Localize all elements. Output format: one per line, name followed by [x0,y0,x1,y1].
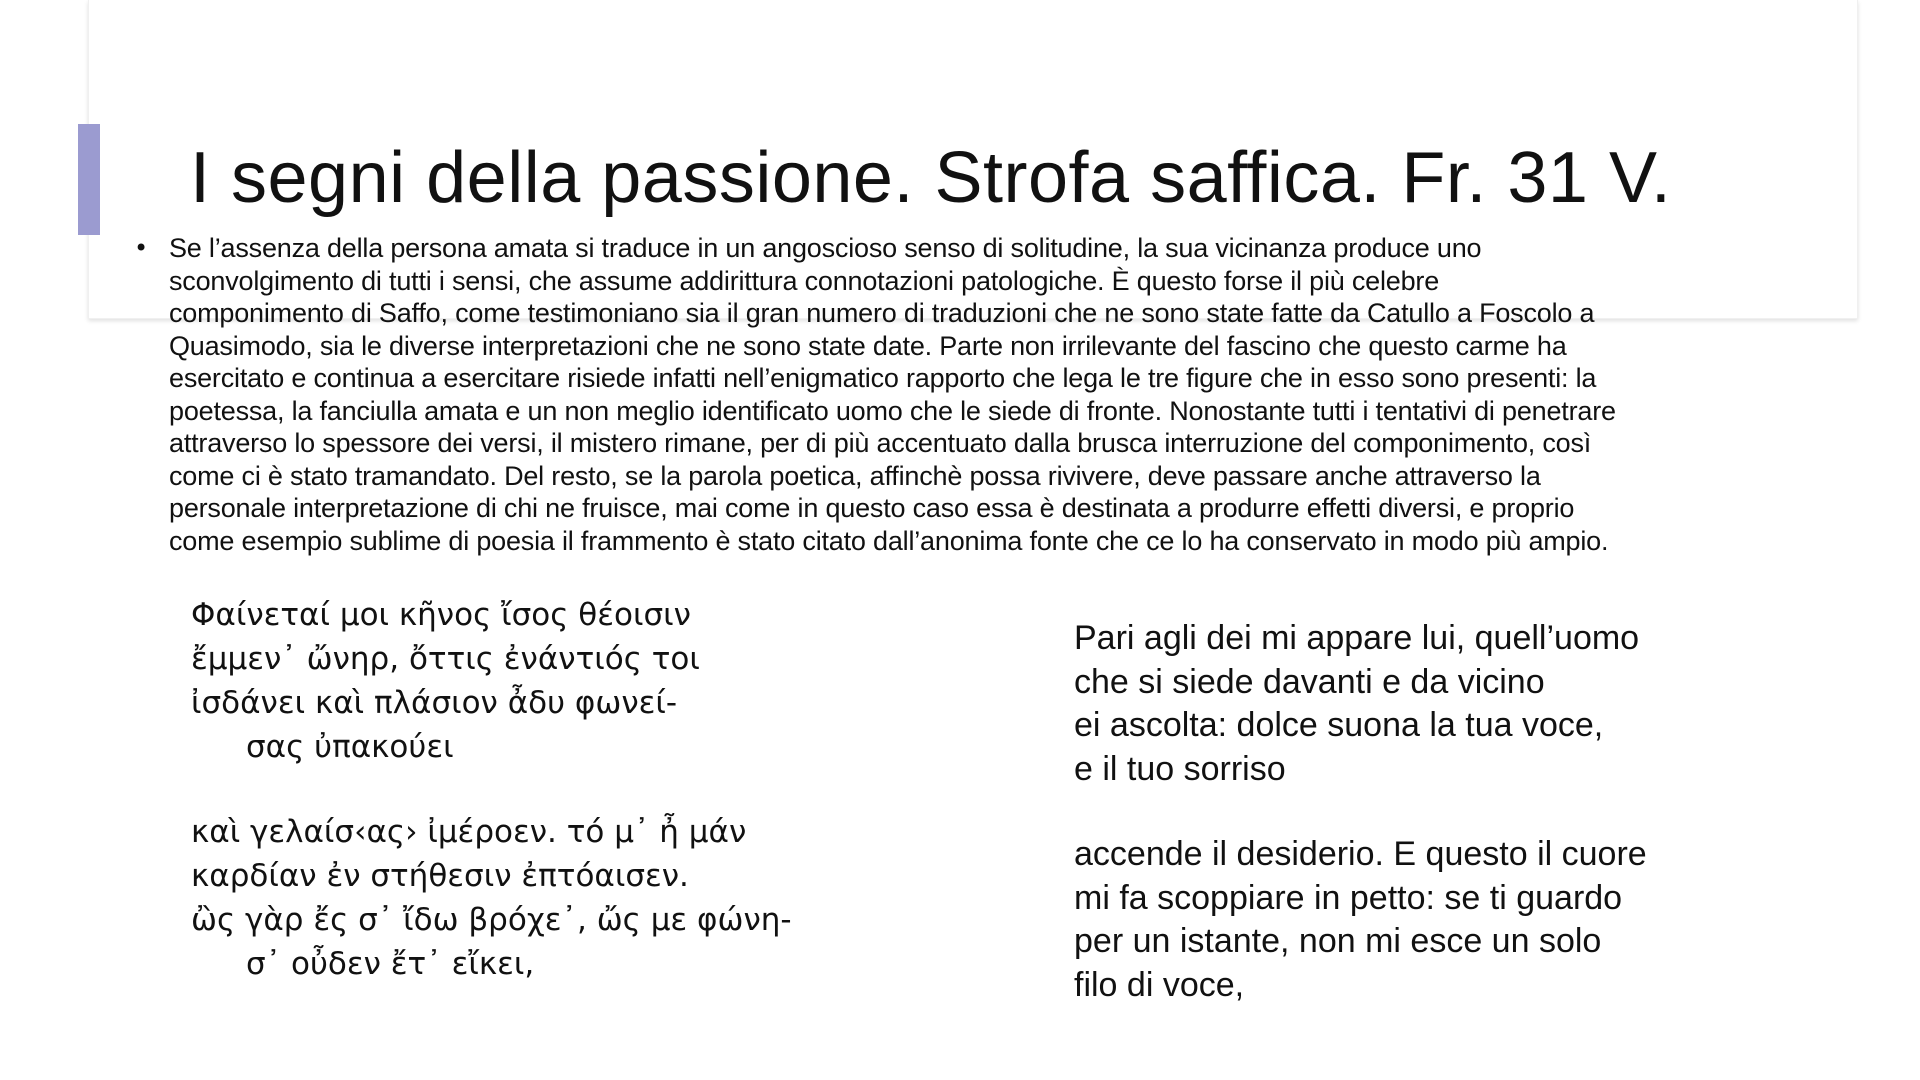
greek-verse: ἔμμεν᾽ ὤνηρ, ὄττις ἐνάντιός τοι [191,641,700,677]
paragraph-line: esercitato e continua a esercitare risiede infatti nell’enigmatico rapporto che lega le tre figure che in esso sono presenti: la [169,363,1597,393]
greek-verse: καρδίαν ἐν στήθεσιν ἐπτόαισεν. [191,858,689,894]
greek-verse: σας ὐπακούει [246,729,454,765]
italian-stanza-1 [1074,617,1639,791]
greek-verse: ἰσδάνει καὶ πλάσιον ἆδυ φωνεί- [191,685,678,721]
paragraph-line: come esempio sublime di poesia il frammento è stato citato dall’anonima fonte che ce lo ha conservato in modo più ampio. [169,525,1609,556]
paragraph-line: poetessa, la fanciulla amata e un non meglio identificato uomo che le siede di fronte. Nonostante tutti i tentativi di penetrare [169,395,1616,426]
italian-verse: che si siede davanti e da vicino [1074,662,1545,701]
greek-stanza-1 [191,593,700,769]
paragraph-line: personale interpretazione di chi ne fruisce, mai come in questo caso essa è destinata a produrre effetti diversi, e proprio [169,493,1575,523]
italian-verse: filo di voce, [1074,965,1245,1004]
italian-verse: accende il desiderio. E questo il cuore [1074,835,1647,873]
greek-verse: ὢς γὰρ ἔς σ᾽ ἴδω βρόχε᾽, ὤς με φώνη- [191,902,792,938]
italian-stanza-2 [1074,833,1647,1007]
paragraph-line: attraverso lo spessore dei versi, il mistero rimane, per di più accentuato dalla brusca interruzione del componimento, così [169,428,1592,458]
paragraph-line: componimento di Saffo, come testimoniano sia il gran numero di traduzioni che ne sono state fatte da Catullo a Foscolo a [169,298,1595,328]
paragraph-line: come ci è stato tramandato. Del resto, se la parola poetica, affinchè possa rivivere, deve passare anche attraverso la [169,460,1541,491]
paragraph-line: Se l’assenza della persona amata si traduce in un angoscioso senso di solitudine, la sua vicinanza produce uno [169,233,1482,263]
slide-title: I segni della passione. Strofa saffica. Fr. 31 V. [190,138,1672,218]
italian-verse: mi fa scoppiare in petto: se ti guardo [1074,878,1623,917]
bullet-marker: • [134,234,149,262]
italian-verse: ei ascolta: dolce suona la tua voce, [1074,706,1604,744]
greek-verse: σ᾽ οὖδεν ἔτ᾽ εἴκει, [246,946,535,982]
greek-verse: Φαίνεταί μοι κῆνος ἴσος θέοισιν [191,597,691,633]
italian-verse: Pari agli dei mi appare lui, quell’uomo [1074,619,1640,657]
accent-bar [78,124,100,235]
paragraph-line: Quasimodo, sia le diverse interpretazioni che ne sono state date. Parte non irrilevante del fascino che questo carme ha [169,330,1567,361]
greek-stanza-2 [191,810,792,986]
greek-verse: καὶ γελαίσ‹ας› ἰμέροεν. τό μ᾽ ἦ μάν [191,814,747,850]
intro-paragraph [169,232,1889,557]
paragraph-line: sconvolgimento di tutti i sensi, che assume addirittura connotazioni patologiche. È questo forse il più celebre [169,265,1440,296]
italian-verse: e il tuo sorriso [1074,749,1286,788]
italian-verse: per un istante, non mi esce un solo [1074,922,1602,960]
